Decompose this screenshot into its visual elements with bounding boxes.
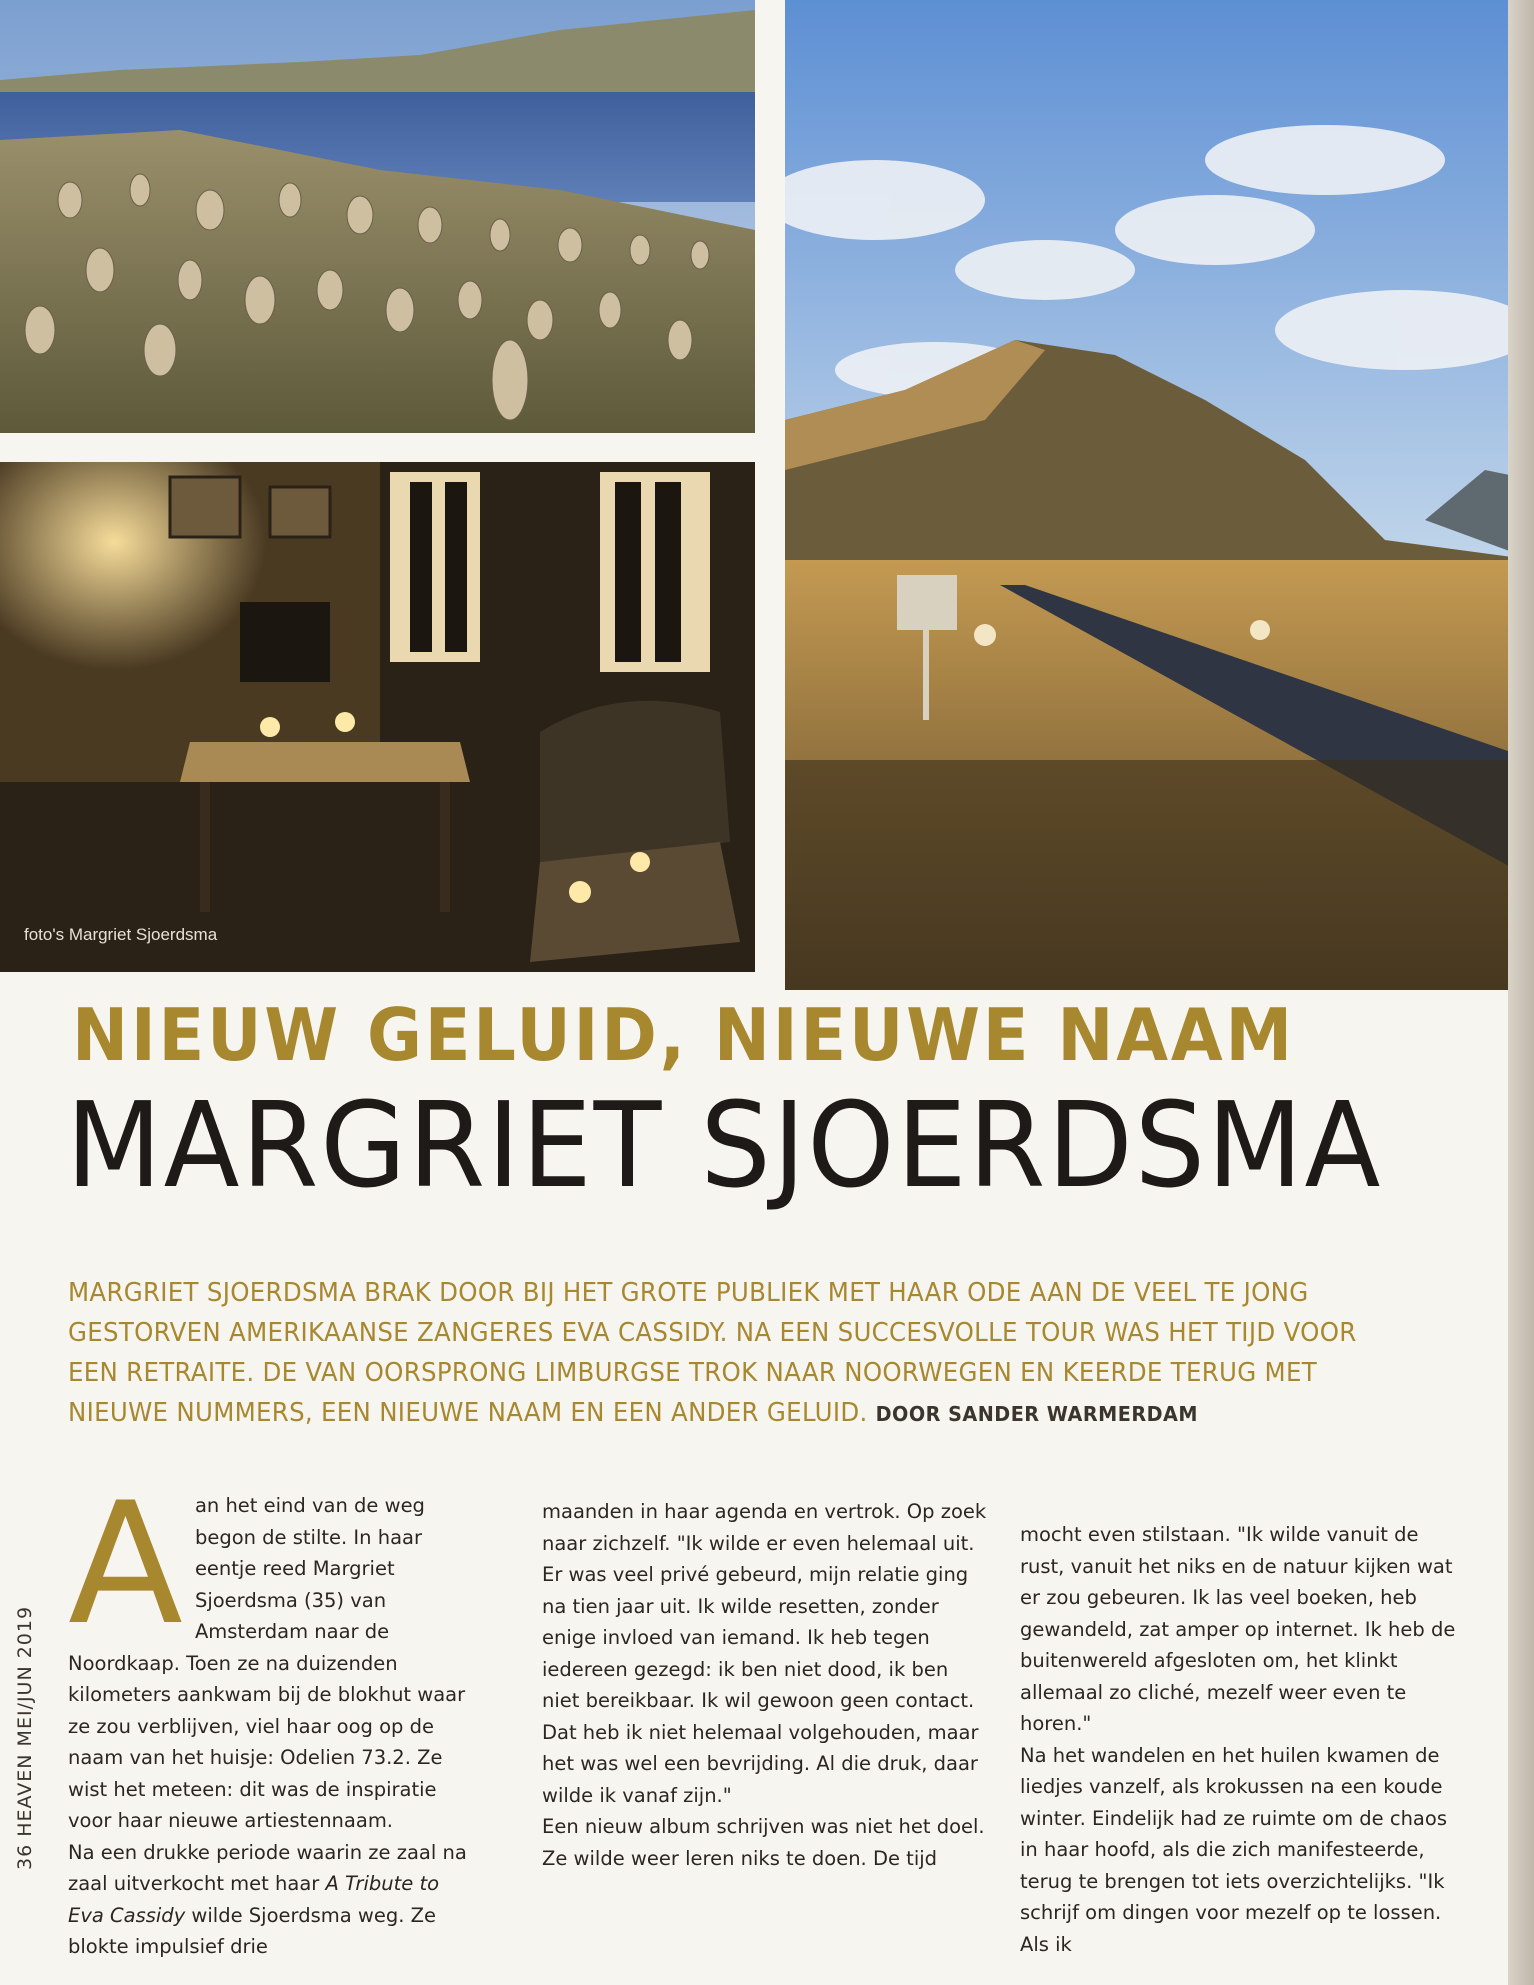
mountain-road-photo [785, 0, 1534, 990]
drop-cap: A [68, 1466, 183, 1662]
paragraph-text: Na een drukke periode waarin ze zaal na zaal uitverkocht met haar [68, 1840, 467, 1895]
album-title: A Tribute to Eva Cassidy [68, 1872, 440, 1927]
lake-cairns-photo [0, 0, 755, 433]
page-folio: 36 HEAVEN MEI/JUN 2019 [14, 1605, 36, 1870]
paragraph: Na het wandelen en het huilen kwamen de liedjes vanzelf, als krokussen na een koude winter. Eindelijk had ze ruimte om de chaos in haar hoofd, als die zich manifesteerde, terug te brengen tot iets overzichtelijks. "Ik schrijf om dingen voor mezelf op te lossen. Als ik [1020, 1743, 1447, 1956]
paragraph [68, 1466, 480, 1837]
paragraph: Een nieuw album schrijven was niet het doel. Ze wilde weer leren niks te doen. De tijd [542, 1815, 985, 1870]
paragraph [68, 1837, 480, 1963]
paragraph-text: wilde Sjoerdsma weg. Ze blokte impulsief drie [68, 1903, 436, 1958]
intro-text: MARGRIET SJOERDSMA BRAK DOOR BIJ HET GROTE PUBLIEK MET HAAR ODE AAN DE VEEL TE JONG GESTORVEN AMERIKAANSE ZANGERES EVA CASSIDY. NA EEN SUCCESVOLLE TOUR WAS HET TIJD VOOR EEN RETRAITE. DE VAN OORSPRONG LIMBURGSE TROK NAAR NOORWEGEN EN KEERDE TERUG MET NIEUWE NUMMERS, EEN NIEUWE NAAM EN EEN ANDER GELUID. [68, 1278, 1357, 1428]
body-column-1 [68, 1466, 480, 1963]
byline: DOOR SANDER WARMERDAM [875, 1402, 1198, 1426]
photo-credit: foto's Margriet Sjoerdsma [24, 925, 218, 944]
article-intro [68, 1273, 1402, 1434]
paragraph: mocht even stilstaan. "Ik wilde vanuit de rust, vanuit het niks en de natuur kijken wat er zou gebeuren. Ik las veel boeken, heb gewandeld, zat amper op internet. Ik heb de buitenwereld afgesloten om, het klinkt allemaal zo cliché, mezelf weer even te horen." [1020, 1523, 1456, 1735]
body-column-3 [1020, 1519, 1460, 1960]
body-column-2 [542, 1496, 990, 1874]
cabin-interior-photo [0, 462, 755, 972]
kicker-title: NIEUW GELUID, NIEUWE NAAM [72, 993, 1295, 1077]
paragraph: maanden in haar agenda en vertrok. Op zoek naar zichzelf. "Ik wilde er even helemaal uit. Er was veel privé gebeurd, mijn relatie ging na tien jaar uit. Ik wilde resetten, zonder enige invloed van iemand. Ik heb tegen iedereen gezegd: ik ben niet dood, ik ben niet bereikbaar. Ik wil gewoon geen contact. Dat heb ik niet helemaal volgehouden, maar het was wel een bevrijding. Al die druk, daar wilde ik vanaf zijn." [542, 1500, 987, 1807]
paragraph-text: an het eind van de weg begon de stilte. In haar eentje reed Margriet Sjoerdsma (35) van Amsterdam naar de Noordkaap. Toen ze na duizenden kilometers aankwam bij de blokhut waar ze zou verblijven, viel haar oog op de naam van het huisje: Odelien 73.2. Ze wist het meteen: dit was de inspiratie voor haar nieuwe artiestennaam. [68, 1494, 466, 1832]
page-gutter [1508, 0, 1534, 1985]
page-title: MARGRIET SJOERDSMA [66, 1076, 1383, 1214]
